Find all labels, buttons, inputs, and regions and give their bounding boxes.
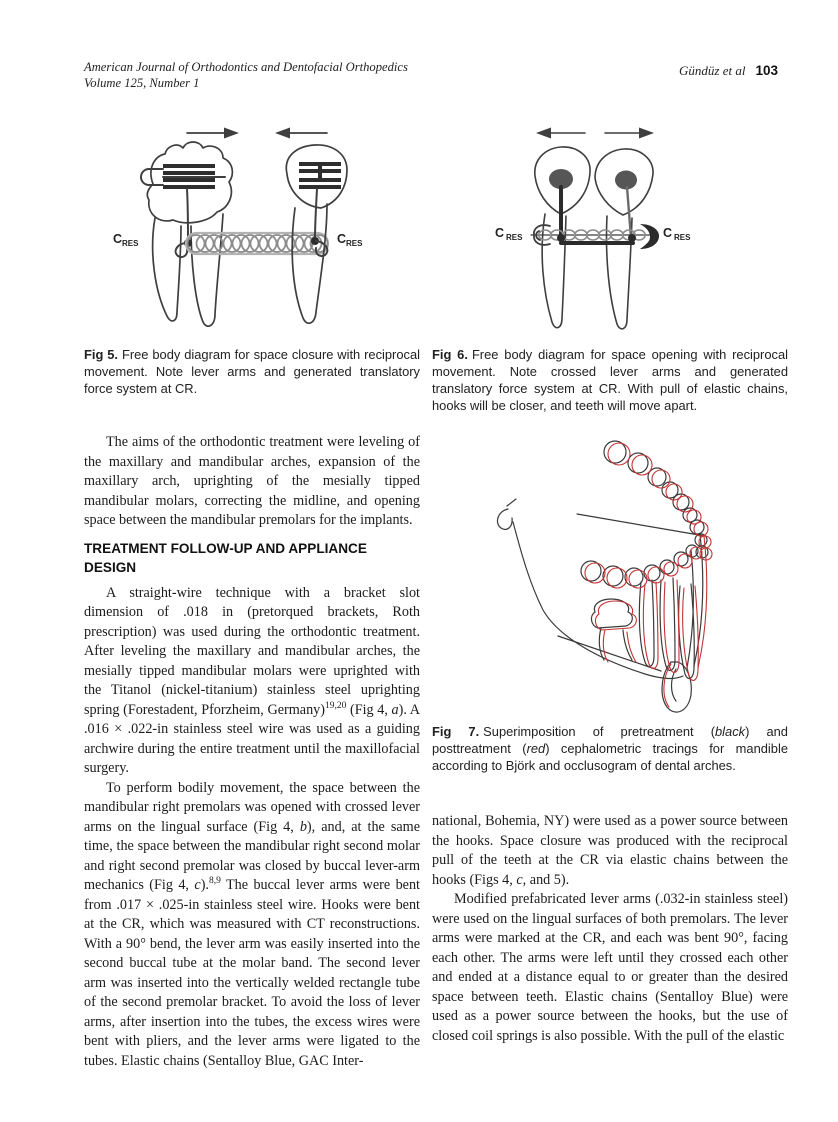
cres-label: $C_{RES}$ [337, 232, 363, 248]
lower-occlusogram [581, 545, 698, 586]
paragraph-aims: The aims of the orthodontic treatment were leveling of the maxillary and mandibular arches, expansion of the maxillary arch, uprighting of the mesially tipped mandibular molars, correcting the midline, and opening space between the mandibular premolars for the implants. [84, 434, 420, 528]
fig7-figure [455, 430, 788, 718]
fig5-figure [75, 112, 405, 340]
arrow-right-icon [605, 128, 654, 139]
paragraph-technique: A straight-wire technique with a bracket slot dimension of .018 in (pretorqued brackets, Roth prescription) was used during the orthodontic treatment. After leveling the maxillary and mandibular arches, the mesially tipped mandibular molars were uprighted with the Titanol (nickel-titanium) stainless steel uprighting spring (Forestadent, Pforzheim, Germany)$^{19,20}$ (Fig 4, a). A .016 × .022-in stainless steel wire was used as a guiding archwire during the entire treatment until the maxillofacial surgery. [84, 584, 421, 776]
bracket [299, 162, 341, 189]
lever-arm-right [311, 189, 327, 256]
running-head [679, 62, 778, 80]
running-head-authors: Gündüz et al [679, 63, 746, 78]
arrow-right-icon [187, 128, 239, 139]
fig7-caption: Fig 7. Superimposition of pretreatment (black) and posttreatment (red) cephalometric tracings for mandible according to Björk and occlusogram of dental arches. [432, 724, 788, 773]
fig6-figure [455, 112, 785, 340]
fig6-caption: Fig 6. Free body diagram for space opening with reciprocal movement. Note crossed lever arms and generated translatory force system at CR. With pull of elastic chains, hooks will be closer, and teeth will move apart. [432, 347, 788, 413]
body-column-left [84, 433, 420, 1071]
page-number: 103 [755, 63, 778, 78]
paragraph-bodily-movement: To perform bodily movement, the space between the mandibular right premolars was opened with crossed lever arms on the lingual surface (Fig 4, b), and, at the same time, the space between the mandibular right second molar and right second premolar was closed by buccal lever-arm mechanics (Fig 4, c).$^{8,9}$ The buccal lever arms were bent from .017 × .025-in stainless steel wire. Hooks were bent at the CR, which was measured with CT reconstructions. With a 90° bend, the lever arm was easily inserted into the second buccal tube at the molar band. The second lever arm was inserted into the vertically welded rectangle tube of the second premolar bracket. To avoid the loss of lever arms, after insertion into the tubes, the excess wires were bent with pliers, and the lever arms were ligated to the tubes. Elastic chains (Sentalloy Blue, GAC Inter- [84, 779, 420, 1069]
paragraph-continuation: national, Bohemia, NY) were used as a power source between the hooks. Space closure was produced with the reciprocal pull of the teeth at the CR via elastic chains between the hooks (Figs 4, c, and 5). [432, 813, 788, 888]
journal-header [84, 60, 408, 91]
fig5-caption-label: Fig 5. [84, 347, 118, 362]
fig5-diagram [75, 112, 405, 340]
coil-spring [186, 233, 328, 254]
cres-label: $C_{RES}$ [113, 232, 139, 248]
journal-title: American Journal of Orthodontics and Dentofacial Orthopedics [84, 60, 408, 74]
arrow-left-icon [536, 128, 585, 139]
arrow-left-icon [275, 128, 327, 139]
fig5-caption: Fig 5. Free body diagram for space closure with reciprocal movement. Note lever arms and generated translatory force system at CR. [84, 347, 420, 396]
body-column-right [432, 812, 788, 1046]
reference-superscript: 19,20 [324, 700, 347, 711]
hook-right [640, 224, 659, 249]
upper-occlusogram [604, 441, 708, 558]
fig7-caption-label: Fig 7. [432, 724, 480, 739]
fig7-ceph-tracing [455, 430, 788, 718]
fig6-caption-label: Fig 6. [432, 347, 468, 362]
cres-label: C $_{RES}$ [663, 226, 691, 242]
cres-label: C $_{RES}$ [495, 226, 523, 242]
paragraph-modified-lever-arms: Modified prefabricated lever arms (.032-in stainless steel) were used on the lingual surfaces of both premolars. The lever arms were marked at the CR, and each was bent 90°, facing each other. The arms were left until they crossed each other and ended at a distance equal to or greater than the desired space between teeth. Elastic chains (Sentalloy Blue) were used as a power source between the hooks, but the use of closed coil springs is also possible. With the pull of the elastic [432, 891, 788, 1044]
reference-superscript: 8,9 [208, 876, 221, 886]
section-heading: TREATMENT FOLLOW-UP AND APPLIANCE DESIGN [84, 540, 367, 575]
journal-volume: Volume 125, Number 1 [84, 75, 200, 90]
